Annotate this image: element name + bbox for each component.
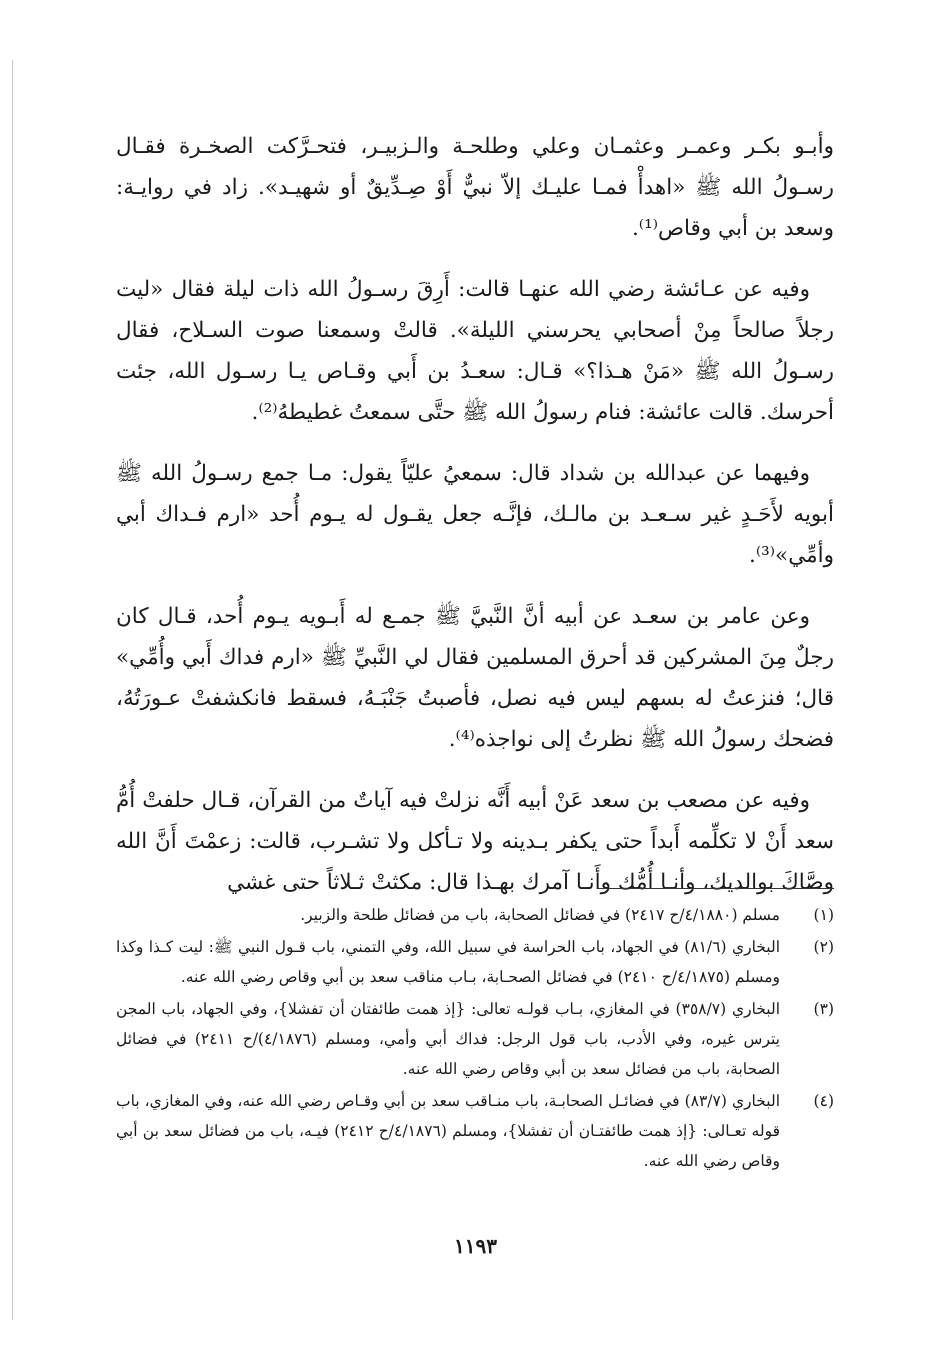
footnote-text: البخاري (٨١/٦) في الجهاد، باب الحراسة في سبيل الله، وفي التمني، باب قـول النبي ﷺ: ليت كـذا وكذا ومسلم (٤/١٨٧٥/ح ٢٤١٠) في فضائل الصحـابة، بـاب مناقب سعد بن أبي وقاص رضي الله عنه. (116, 938, 780, 986)
scan-edge-line (12, 60, 13, 1320)
footnote-3 (116, 994, 834, 1084)
paragraph-4: وعن عامر بن سعـد عن أبيه أنَّ النَّبيَّ ﷺ جمـع له أَبـويه يـوم أُحد، قـال كان رجلٌ مِنَ المشركين قد أحرق المسلمين فقال لي النَّبيِّ ﷺ «ارم فداك أَبي وأُمِّي» قال؛ فنزعتُ له بسهم ليس فيه نصل، فأصبتُ جَنْبَـهُ، فسقط فانكشفتْ عـورَتُهُ، فضحك رسولُ الله ﷺ نظرتُ إلى نواجذه⁽⁴⁾. (116, 604, 834, 752)
page-number: ١١٩٣ (454, 1234, 497, 1258)
footnote-4 (116, 1086, 834, 1176)
footnote-number: (١) (813, 906, 834, 924)
paragraph-5: وفيه عن مصعب بن سعد عَنْ أبيه أَنَّه نزلتْ فيه آياتٌ من القرآن، قـال حلفتْ أُمُّ سعد أَنْ لا تكلِّمه أَبداً حتى يكفر بـدينه ولا تـأكل ولا تشـرب، قالت: زعمْتَ أَنَّ الله وصَّاكَ بوالديك، وأنـا أُمُّك وأَنـا آمرك بهـذا قال: مكثتْ ثـلاثاً حتى غشي (116, 788, 835, 895)
footnote-2 (116, 932, 834, 992)
footnotes (116, 900, 834, 1178)
footnote-number: (٤) (813, 1092, 834, 1110)
paragraph-3: وفيهما عن عبدالله بن شداد قال: سمعيُ عليّاً يقول: مـا جمع رسـولُ الله ﷺ أبويه لأَحَـدٍ غير سـعـد بن مالـك، فإنَّـه جعل يقـول له يـوم أُحد «ارم فـداك أبي وأمِّي»⁽³⁾. (116, 461, 834, 568)
footnote-number: (٣) (813, 1000, 834, 1018)
footnote-number: (٢) (813, 938, 834, 956)
footnote-1 (116, 900, 834, 930)
footnote-text: البخاري (٣٥٨/٧) في المغازي، بـاب قولـه تعالى: {إذ همت طائفتان أن تفشلا}، وفي الجهاد، باب المجن يترس غيره، وفي الأدب، باب قول الرجل: فداك أبي وأمي، ومسلم (٤/١٨٧٦)/ح ٢٤١١) في فضائل الصحابة، باب من فضائل سعد بن أبي وقاص رضي الله عنه. (116, 1000, 780, 1078)
paragraph-1: وأبـو بكـر وعمـر وعثمـان وعلي وطلحـة والـزبيـر، فتحـرَّكت الصخـرة فقـال رسـولُ الله ﷺ «اهدأْ فمـا عليـك إلاّ نبيٌّ أَوْ صِـدِّيقٌ أو شهيـد». زاد في روايـة: وسعد بن أبي وقاص⁽¹⁾. (116, 134, 834, 241)
footnote-text: البخاري (٨٣/٧) في فضائـل الصحابـة، باب منـاقب سعد بن أبي وقـاص رضي الله عنه، وفي المغازي، باب قوله تعـالى: {إذ همت طائفتـان أن تفشلا}، ومسلم (٤/١٨٧٦/ح ٢٤١٢) فيـه، باب من فضائل سعد بن أبي وقاص رضي الله عنه. (116, 1092, 780, 1170)
main-text (116, 126, 834, 903)
footnote-text: مسلم (٤/١٨٨٠/ح ٢٤١٧) في فضائل الصحابة، باب من فضائل طلحة والزبير. (300, 906, 780, 924)
footnote-separator (598, 888, 834, 889)
paragraph-2: وفيه عن عـائشة رضي الله عنهـا قالت: أَرِقَ رسـولُ الله ذات ليلة فقال «ليت رجلاً صالحاً مِنْ أصحابي يحرسني الليلة». قالتْ وسمعنا صوت السـلاح، فقال رسـولُ الله ﷺ «مَنْ هـذا؟» قـال: سعـدُ بن أَبي وقـاص يـا رسـول الله، جئت أحرسك. قالت عائشة: فنام رسولُ الله ﷺ حتَّى سمعتُ غطيطهُ⁽²⁾. (116, 277, 834, 425)
